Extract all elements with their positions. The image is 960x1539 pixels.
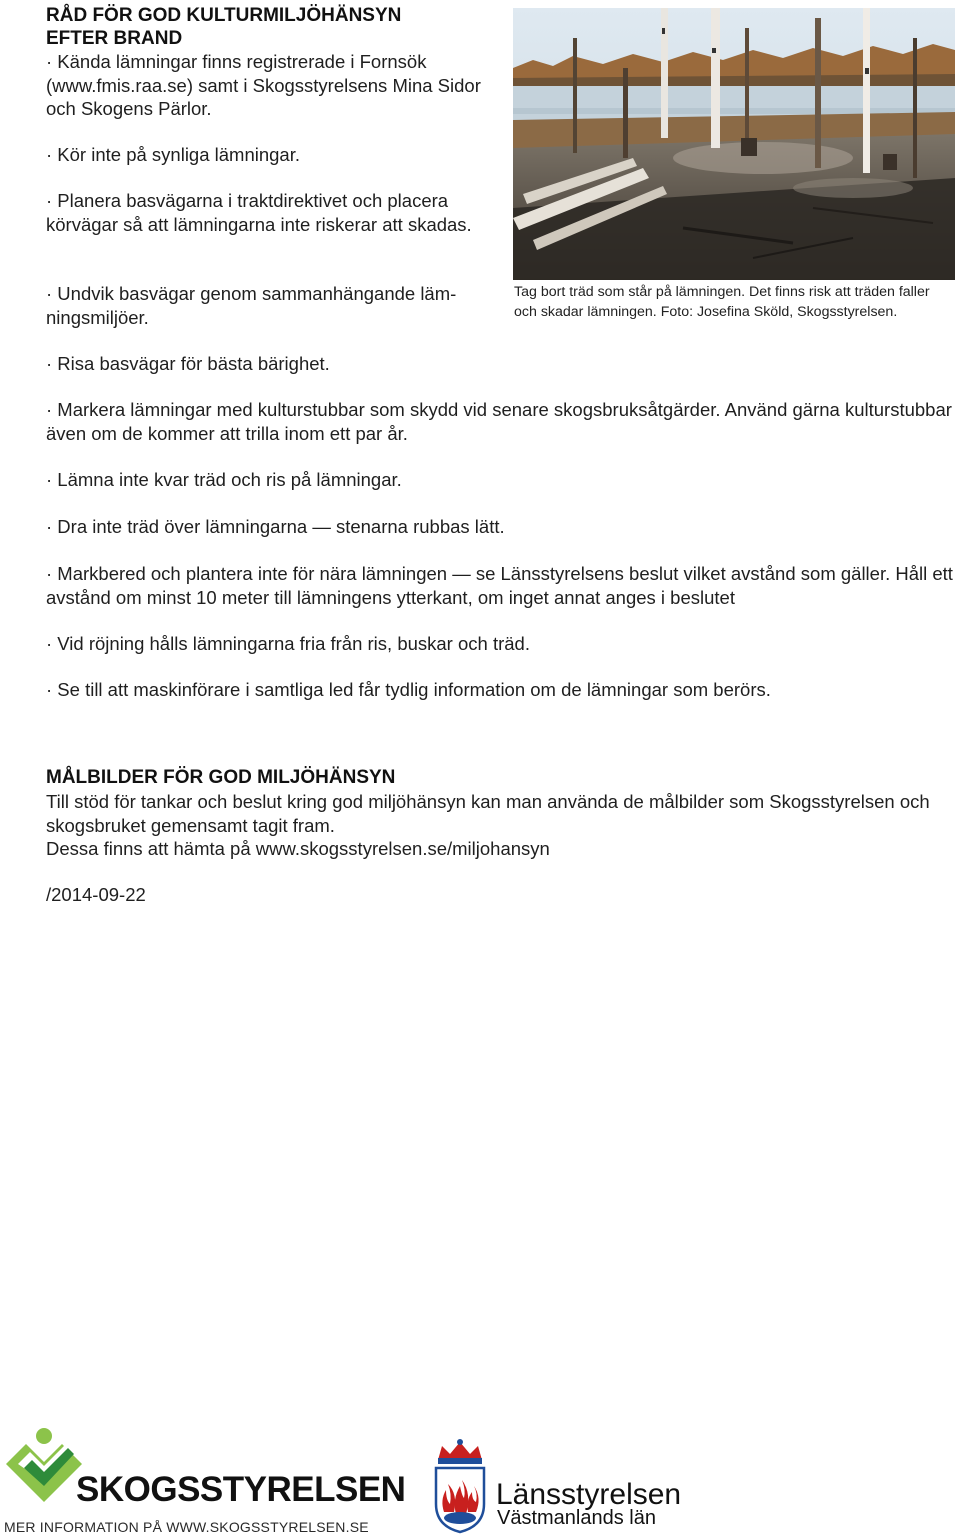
malbilder-link-text: Dessa finns att hämta på www.skogsstyrelsen.se/miljohansyn [46,838,550,859]
section-heading-malbilder: MÅLBILDER FÖR GOD MILJÖHÄNSYN [46,767,396,788]
lansstyrelsen-logo-text: Länsstyrelsen [496,1478,682,1511]
bullet-item: · Lämna inte kvar träd och ris på lämningar. [46,469,402,490]
more-info-link[interactable]: MER INFORMATION PÅ WWW.SKOGSSTYRELSEN.SE [4,1519,369,1535]
section-heading [46,4,401,50]
bullet-item: · Kör inte på synliga lämningar. [46,144,300,165]
bullet-item: · Undvik basvägar genom sammanhängande lämningsmiljöer. [46,283,457,328]
bullet-item: · Markbered och plantera inte för nära lämningen — se Länsstyrelsens beslut vilket avstånd som gäller. Håll ett avstånd om minst 10 meter till lämningens ytterkant, om inget annat anges i beslutet [46,563,953,608]
bullet-item: · Planera basvägarna i traktdirektivet och placera körvägar så att lämningarna inte riskerar att skadas. [46,190,472,235]
bullet-item: · Dra inte träd över lämningarna — stenarna rubbas lätt. [46,516,505,537]
section-heading-line2: EFTER BRAND [46,28,183,49]
lansstyrelsen-logo-sub: Västmanlands län [497,1507,656,1529]
document-date: /2014-09-22 [46,884,146,905]
bullet-item: · Kända lämningar finns registrerade i Fornsök (www.fmis.raa.se) samt i Skogsstyrelsens Mina Sidor och Skogens Pärlor. [46,51,481,119]
bullet-item: · Risa basvägar för bästa bärighet. [46,353,330,374]
burned-forest-photo [513,8,955,280]
bullet-item: · Markera lämningar med kulturstubbar som skydd vid senare skogsbruksåtgärder. Använd gärna kulturstubbar även om de kommer att trilla inom ett par år. [46,399,952,444]
skogsstyrelsen-logo-icon [4,1424,84,1504]
photo-image [513,8,955,280]
coat-of-arms-icon [432,1438,488,1534]
photo-caption: Tag bort träd som står på lämningen. Det finns risk att träden faller och skadar lämningen. Foto: Josefina Sköld, Skogsstyrelsen. [514,284,930,320]
bullet-item: · Se till att maskinförare i samtliga led får tydlig information om de lämningar som berörs. [46,679,771,700]
skogsstyrelsen-logo-text: SKOGSSTYRELSEN [76,1470,406,1509]
malbilder-text: Till stöd för tankar och beslut kring god miljöhänsyn kan man använda de målbilder som Skogsstyrelsen och skogsbruket gemensamt tagit fram. [46,791,930,836]
bullet-item: · Vid röjning hålls lämningarna fria från ris, buskar och träd. [46,633,530,654]
section-heading-line1: RÅD FÖR GOD KULTURMILJÖHÄNSYN [46,5,402,26]
